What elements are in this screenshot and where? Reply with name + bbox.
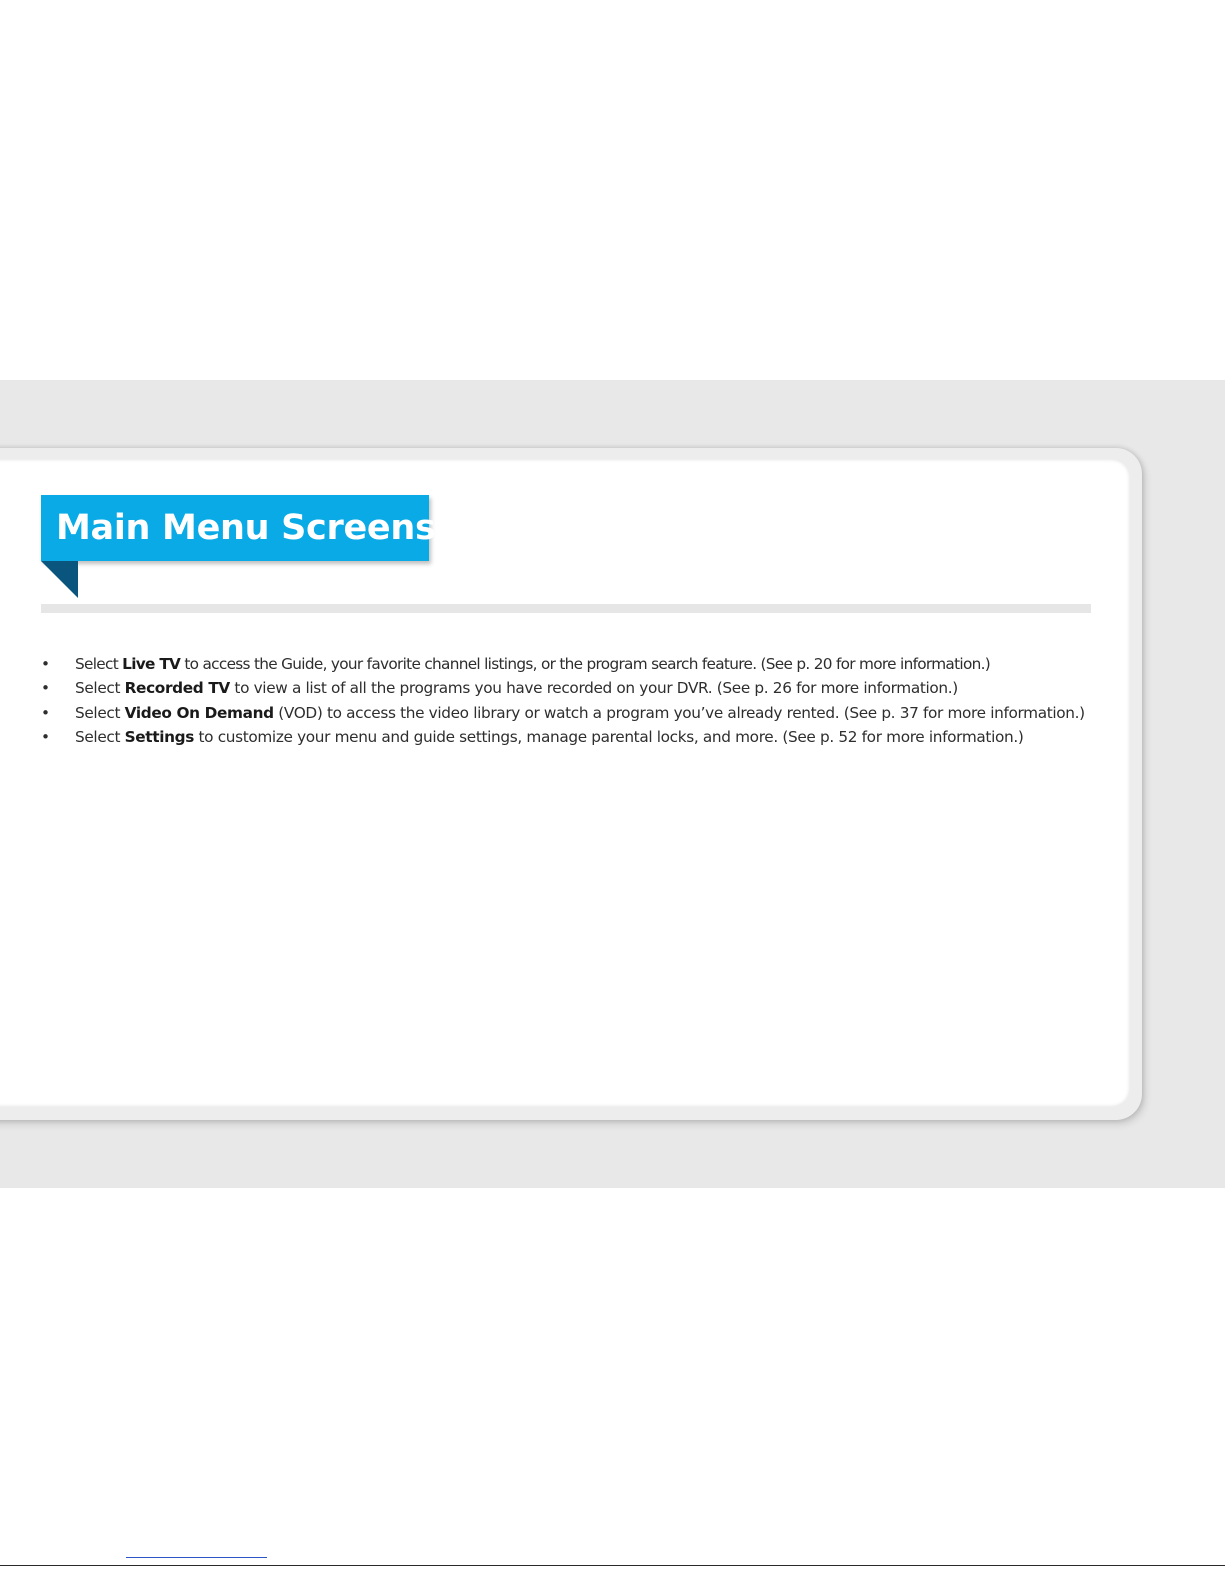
item-text: to view a list of all the programs you have recorded on your DVR. (See p. 26 for more information.) [229, 679, 958, 698]
list-item-video-on-demand [41, 701, 1091, 725]
item-prefix: Select [75, 703, 125, 722]
bullet-icon: • [41, 679, 50, 698]
item-keyword: Recorded TV [124, 679, 230, 698]
item-prefix: Select [75, 679, 125, 698]
list-item-recorded-tv [41, 676, 1091, 700]
item-text: (VOD) to access the video library or watch a program you’ve already rented. (See p. 37 for more information.) [273, 703, 1085, 722]
section-divider [41, 604, 1091, 613]
section-title: Main Menu Screens [56, 508, 436, 548]
item-keyword: Video On Demand [124, 703, 274, 722]
list-item-settings [41, 725, 1091, 749]
item-keyword: Settings [124, 727, 195, 746]
footer-rule [0, 1565, 1225, 1566]
item-keyword: Live TV [122, 655, 181, 673]
section-title-ribbon [41, 495, 436, 561]
item-prefix: Select [75, 655, 123, 673]
item-text: to access the Guide, your favorite channel listings, or the program search feature. (See p. 20 for more information.) [180, 655, 991, 673]
bullet-list [41, 652, 1091, 749]
list-item-live-tv [41, 652, 1091, 676]
bullet-icon: • [41, 655, 50, 673]
bullet-icon: • [41, 703, 50, 722]
ribbon-fold [41, 561, 78, 598]
item-prefix: Select [75, 727, 125, 746]
bullet-icon: • [41, 727, 50, 746]
item-text: to customize your menu and guide settings, manage parental locks, and more. (See p. 52 for more information.) [194, 727, 1024, 746]
footer-link-underline [126, 1557, 267, 1558]
